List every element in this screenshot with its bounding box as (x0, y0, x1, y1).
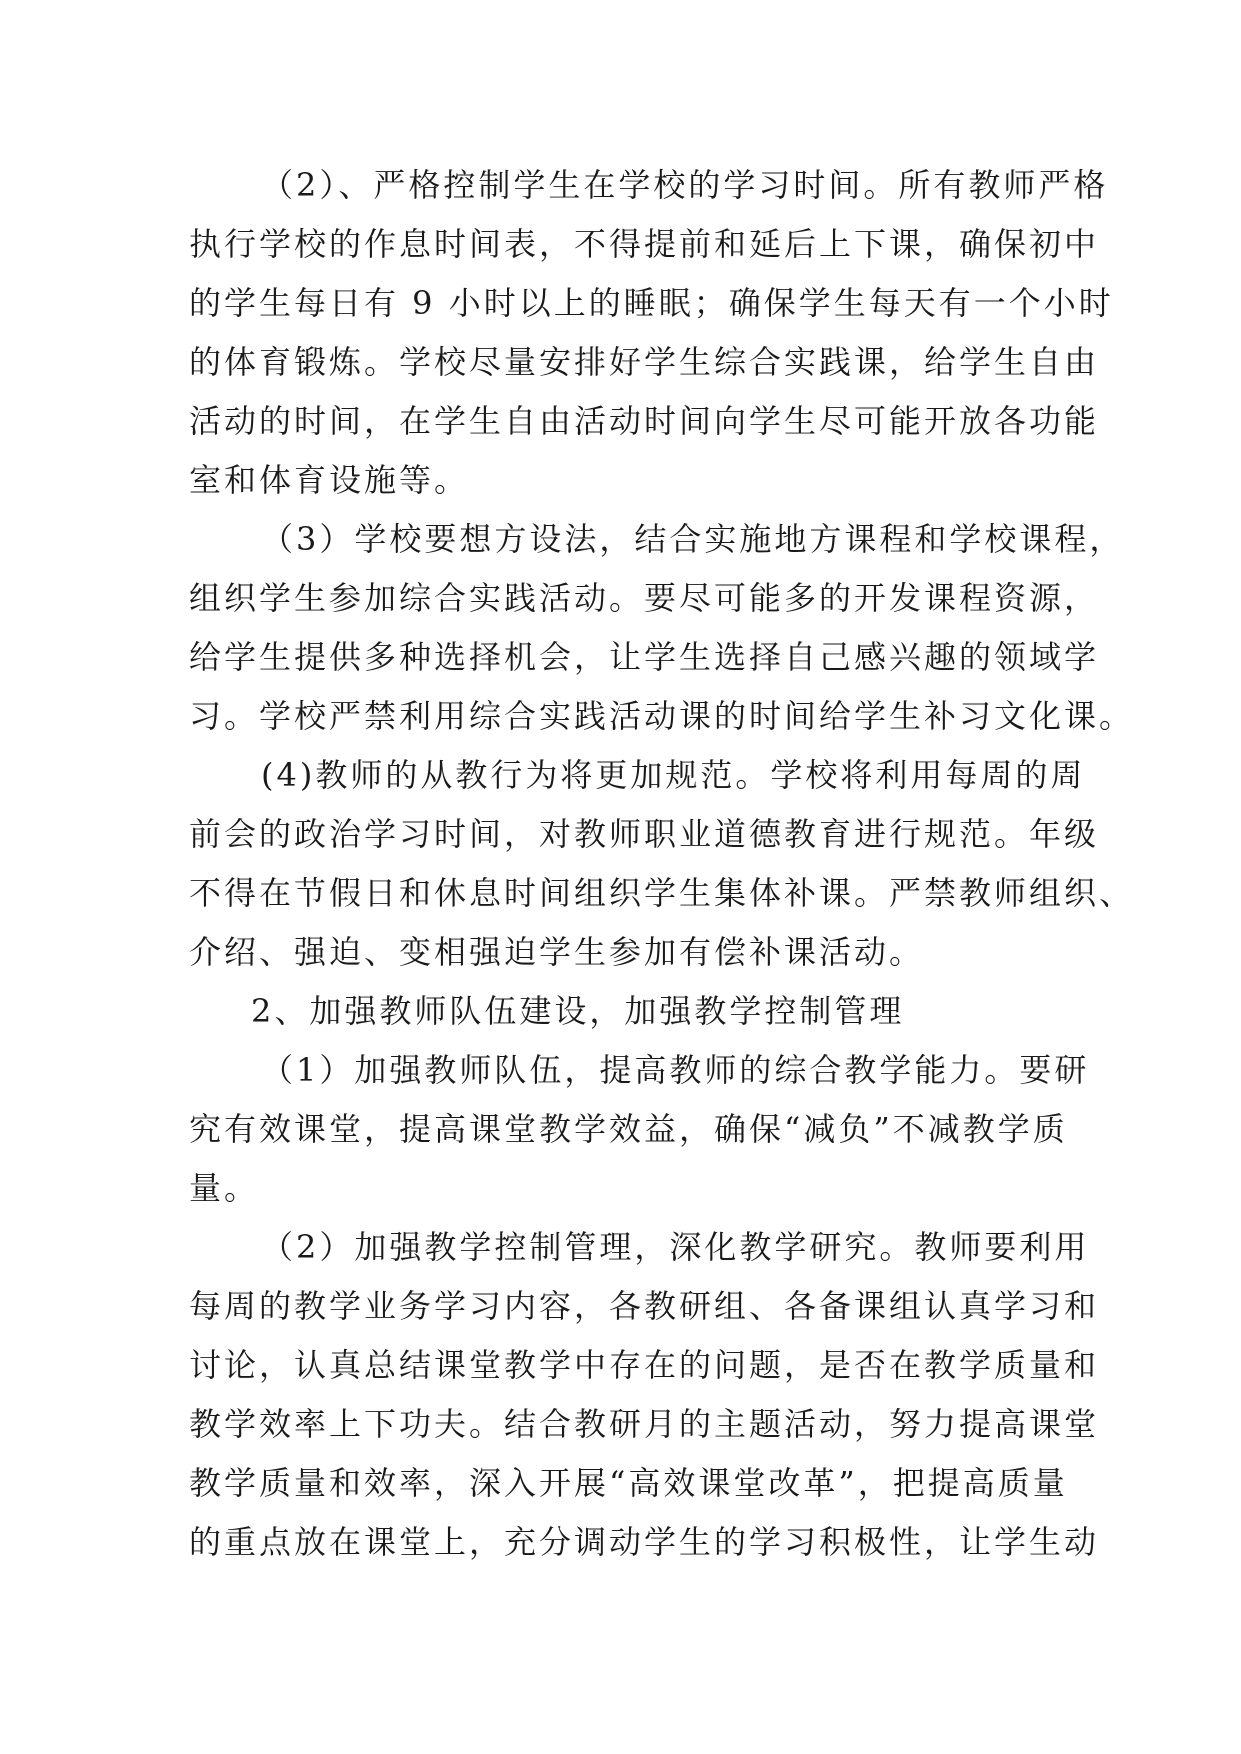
paragraph-line: 介绍、强迫、变相强迫学生参加有偿补课活动。 (189, 933, 925, 971)
paragraph-line: 前会的政治学习时间，对教师职业道德教育进行规范。年级 (189, 815, 1100, 853)
paragraph-line: 给学生提供多种选择机会，让学生选择自己感兴趣的领域学 (189, 638, 1100, 676)
paragraph-line: 教学质量和效率，深入开展“高效课堂改革”，把提高质量 (189, 1464, 1068, 1502)
paragraph-line: 习。学校严禁利用综合实践活动课的时间给学生补习文化课。 (189, 697, 1135, 735)
paragraph-line: 不得在节假日和休息时间组织学生集体补课。严禁教师组织、 (189, 874, 1135, 912)
paragraph-line: （2）加强教学控制管理，深化教学研究。教师要利用 (261, 1228, 1090, 1266)
section-heading: 2、加强教师队伍建设，加强教学控制管理 (251, 992, 905, 1030)
paragraph-line: 教学效率上下功夫。结合教研月的主题活动，努力提高课堂 (189, 1405, 1100, 1443)
paragraph-line: 量。 (189, 1169, 260, 1207)
paragraph-line: 的重点放在课堂上，充分调动学生的学习积极性，让学生动 (189, 1523, 1100, 1561)
paragraph-line: （3）学校要想方设法，结合实施地方课程和学校课程， (261, 520, 1125, 558)
paragraph-line: 每周的教学业务学习内容，各教研组、各备课组认真学习和 (189, 1287, 1100, 1325)
paragraph-line: （1）加强教师队伍，提高教师的综合教学能力。要研 (261, 1051, 1090, 1089)
document-body (189, 156, 1135, 1572)
paragraph-line: 讨论，认真总结课堂教学中存在的问题，是否在教学质量和 (189, 1346, 1100, 1384)
paragraph-line: (4)教师的从教行为将更加规范。学校将利用每周的周 (261, 756, 1086, 794)
paragraph-line: 活动的时间，在学生自由活动时间向学生尽可能开放各功能 (189, 402, 1100, 440)
paragraph-line: （2）、严格控制学生在学校的学习时间。所有教师严格 (261, 166, 1109, 204)
paragraph-line: 究有效课堂，提高课堂教学效益，确保“减负”不减教学质 (189, 1110, 1068, 1148)
paragraph-line: 组织学生参加综合实践活动。要尽可能多的开发课程资源， (189, 579, 1100, 617)
paragraph-line: 的学生每日有 9 小时以上的睡眠；确保学生每天有一个小时 (189, 284, 1114, 322)
paragraph-line: 室和体育设施等。 (189, 461, 470, 499)
paragraph-line: 执行学校的作息时间表，不得提前和延后上下课，确保初中 (189, 225, 1100, 263)
paragraph-line: 的体育锻炼。学校尽量安排好学生综合实践课，给学生自由 (189, 343, 1100, 381)
